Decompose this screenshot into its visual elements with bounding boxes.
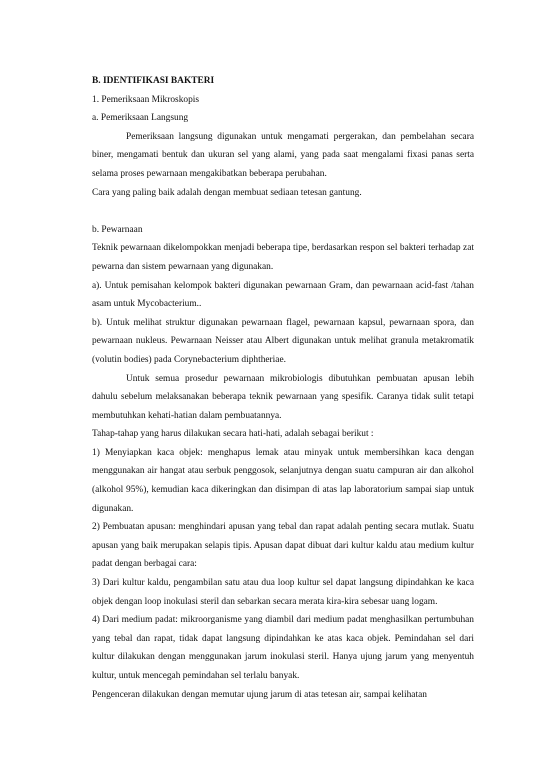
- section-1-title: 1. Pemeriksaan Mikroskopis: [92, 94, 200, 105]
- list-item-a: a). Untuk pemisahan kelompok bakteri digunakan pewarnaan Gram, dan pewarnaan acid-fast /tahan asam untuk Mycobacterium..: [92, 280, 474, 310]
- paragraph-pengenceran: Pengenceran dilakukan dengan memutar ujung jarum di atas tetesan air, sampai kelihatan: [92, 689, 427, 700]
- paragraph-cara: Cara yang paling baik adalah dengan membuat sediaan tetesan gantung.: [92, 187, 362, 198]
- step-4: 4) Dari medium padat: mikroorganisme yang diambil dari medium padat menghasilkan pertumbuhan yang tebal dan rapat, tidak dapat langsung dipindahkan ke atas kaca objek. Pemindahan sel dari kultur dilakukan dengan menggunakan jarum inokulasi steril. Hanya ujung jarum yang menyentuh kultur, untuk mencegah pemindahan sel terlalu banyak.: [92, 615, 474, 681]
- step-1: 1) Menyiapkan kaca objek: menghapus lemak atau minyak untuk membersihkan kaca dengan menggunakan air hangat atau serbuk penggosok, selanjutnya dengan suatu campuran air dan alkohol (alkohol 95%), kemudian kaca dikeringkan dan disimpan di atas lap laboratorium sampai siap untuk digunakan.: [92, 447, 474, 514]
- list-item-b: b). Untuk melihat struktur digunakan pewarnaan flagel, pewarnaan kapsul, pewarnaan spora, dan pewarnaan nukleus. Pewarnaan Neisser atau Albert digunakan untuk melihat granula metakromatik (volutin bodies) pada Corynebacterium diphtheriae.: [92, 317, 474, 365]
- paragraph-prosedur: Untuk semua prosedur pewarnaan mikrobiologis dibutuhkan pembuatan apusan lebih dahulu sebelum melaksanakan beberapa teknik pewarnaan yang spesifik. Caranya tidak sulit tetapi membutuhkan kehati-hatian dalam pembuatannya.: [92, 373, 474, 421]
- document-body: [92, 72, 474, 704]
- step-3: 3) Dari kultur kaldu, pengambilan satu atau dua loop kultur sel dapat langsung dipindahkan ke kaca objek dengan loop inokulasi steril dan sebarkan secara merata kira-kira sebesar uang logam.: [92, 578, 474, 607]
- subsection-b-title: b. Pewarnaan: [92, 224, 143, 235]
- step-2: 2) Pembuatan apusan: menghindari apusan yang tebal dan rapat adalah penting secara mutlak. Suatu apusan yang baik merupakan selapis tipis. Apusan dapat dibuat dari kultur kaldu atau medium kultur padat dengan berbagai cara:: [92, 522, 474, 570]
- paragraph-teknik-pewarnaan: Teknik pewarnaan dikelompokkan menjadi beberapa tipe, berdasarkan respon sel bakteri terhadap zat pewarna dan sistem pewarnaan yang digunakan.: [92, 243, 474, 272]
- blank-line: [92, 202, 474, 221]
- paragraph-tahap: Tahap-tahap yang harus dilakukan secara hati-hati, adalah sebagai berikut :: [92, 429, 374, 440]
- section-heading: B. IDENTIFIKASI BAKTERI: [92, 76, 215, 86]
- paragraph-pemeriksaan-langsung: Pemeriksaan langsung digunakan untuk mengamati pergerakan, dan pembelahan secara biner, mengamati bentuk dan ukuran sel yang alami, yang pada saat mengalami fixasi panas serta selama proses pewarnaan mengakibatkan beberapa perubahan.: [92, 131, 474, 179]
- subsection-a-title: a. Pemeriksaan Langsung: [92, 113, 189, 124]
